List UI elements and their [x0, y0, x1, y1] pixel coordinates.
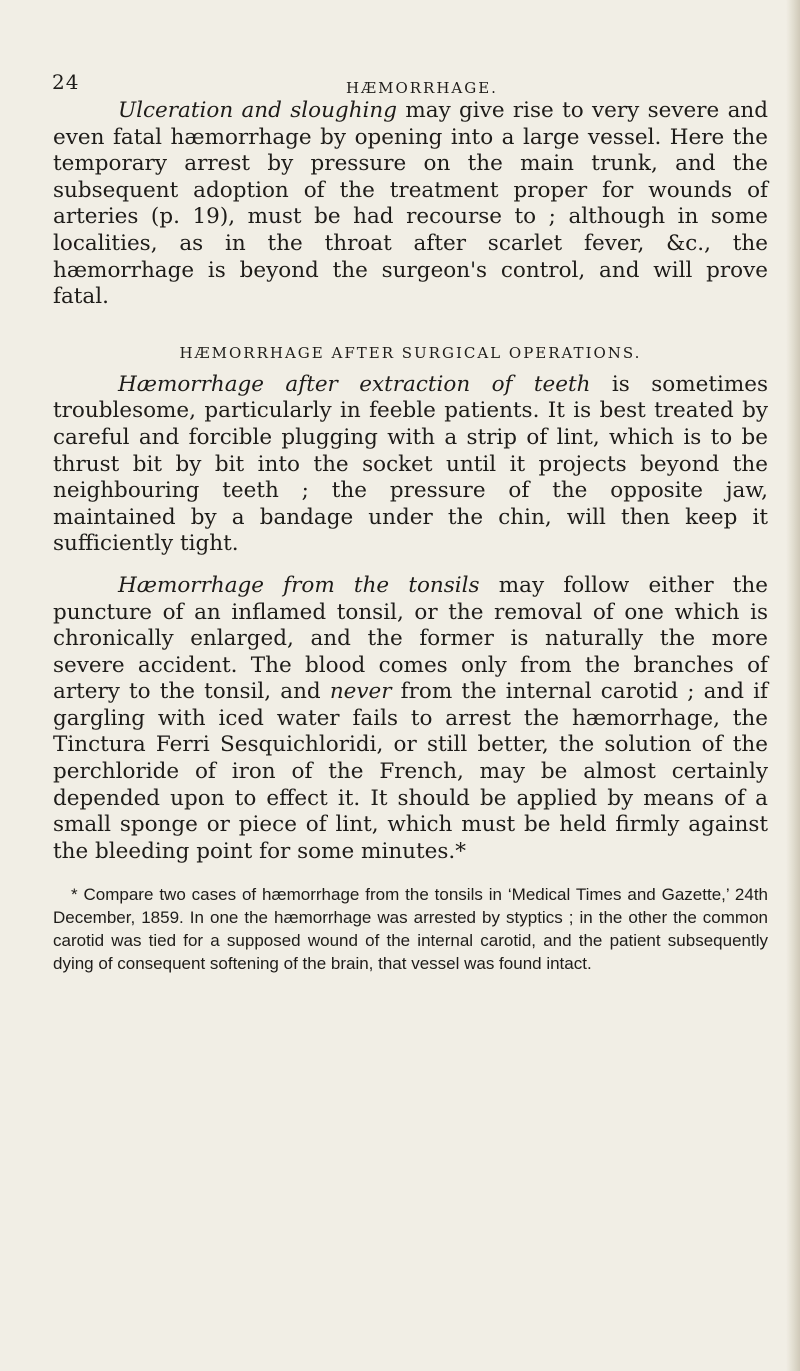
- body-text: [53, 98, 768, 975]
- page-edge: [786, 0, 800, 1371]
- footnote: * Compare two cases of hæmorrhage from the tonsils in ‘Medical Times and Gazette,’ 24th December, 1859. In one the hæmorrhage was arrested by styptics ; in the other the common carotid was tied for a supposed wound of the internal carotid, and the patient subsequently dying of consequent softening of the brain, that vessel was found intact.: [53, 885, 768, 974]
- paragraph-lead: Hæmorrhage from the tonsils: [118, 572, 480, 598]
- paragraph-text: from the internal carotid ; and if gargling with iced water fails to arrest the hæmorrhage, the Tinctura Ferri Sesquichloridi, or still better, the solution of the perchloride of iron of the French, may be almost certainly depended upon to effect it. It should be applied by means of a small sponge or piece of lint, which must be held firmly against the bleeding point for some minutes.*: [53, 679, 768, 864]
- emphasis-word: never: [329, 679, 392, 705]
- paragraph-teeth: [53, 372, 768, 558]
- page-number: 24: [52, 70, 80, 94]
- paragraph-text: is sometimes troublesome, particularly in feeble patients. It is best treated by careful and forcible plugging with a strip of lint, which is to be thrust bit by bit into the socket until it projects beyond the neighbouring teeth ; the pressure of the opposite jaw, maintained by a bandage under the chin, will then keep it sufficiently tight.: [53, 371, 768, 557]
- section-heading: HÆMORRHAGE AFTER SURGICAL OPERATIONS.: [179, 343, 642, 362]
- paragraph-text: may follow either the puncture of an inflamed tonsil, or the removal of one which is chronically enlarged, and the former is naturally the more severe accident. The blood comes only from the branches of artery to the tonsil, and: [53, 572, 768, 705]
- paragraph-lead: Ulceration and sloughing: [118, 98, 398, 123]
- paragraph-tonsils: [53, 573, 768, 866]
- running-head: HÆMORRHAGE.: [346, 79, 498, 97]
- paragraph-gap: [53, 558, 768, 573]
- paragraph-lead: Hæmorrhage after extraction of teeth: [118, 371, 591, 397]
- paragraph-ulceration: [53, 98, 768, 311]
- paragraph-text: may give rise to very severe and even fatal hæmorrhage by opening into a large vessel. Here the temporary arrest by pressure on the main trunk, and the subsequent adoption of the treatment proper for wounds of arteries (p. 19), must be had recourse to ; although in some localities, as in the throat after scarlet fever, &c., the hæmorrhage is beyond the surgeon's control, and will prove fatal.: [53, 98, 769, 310]
